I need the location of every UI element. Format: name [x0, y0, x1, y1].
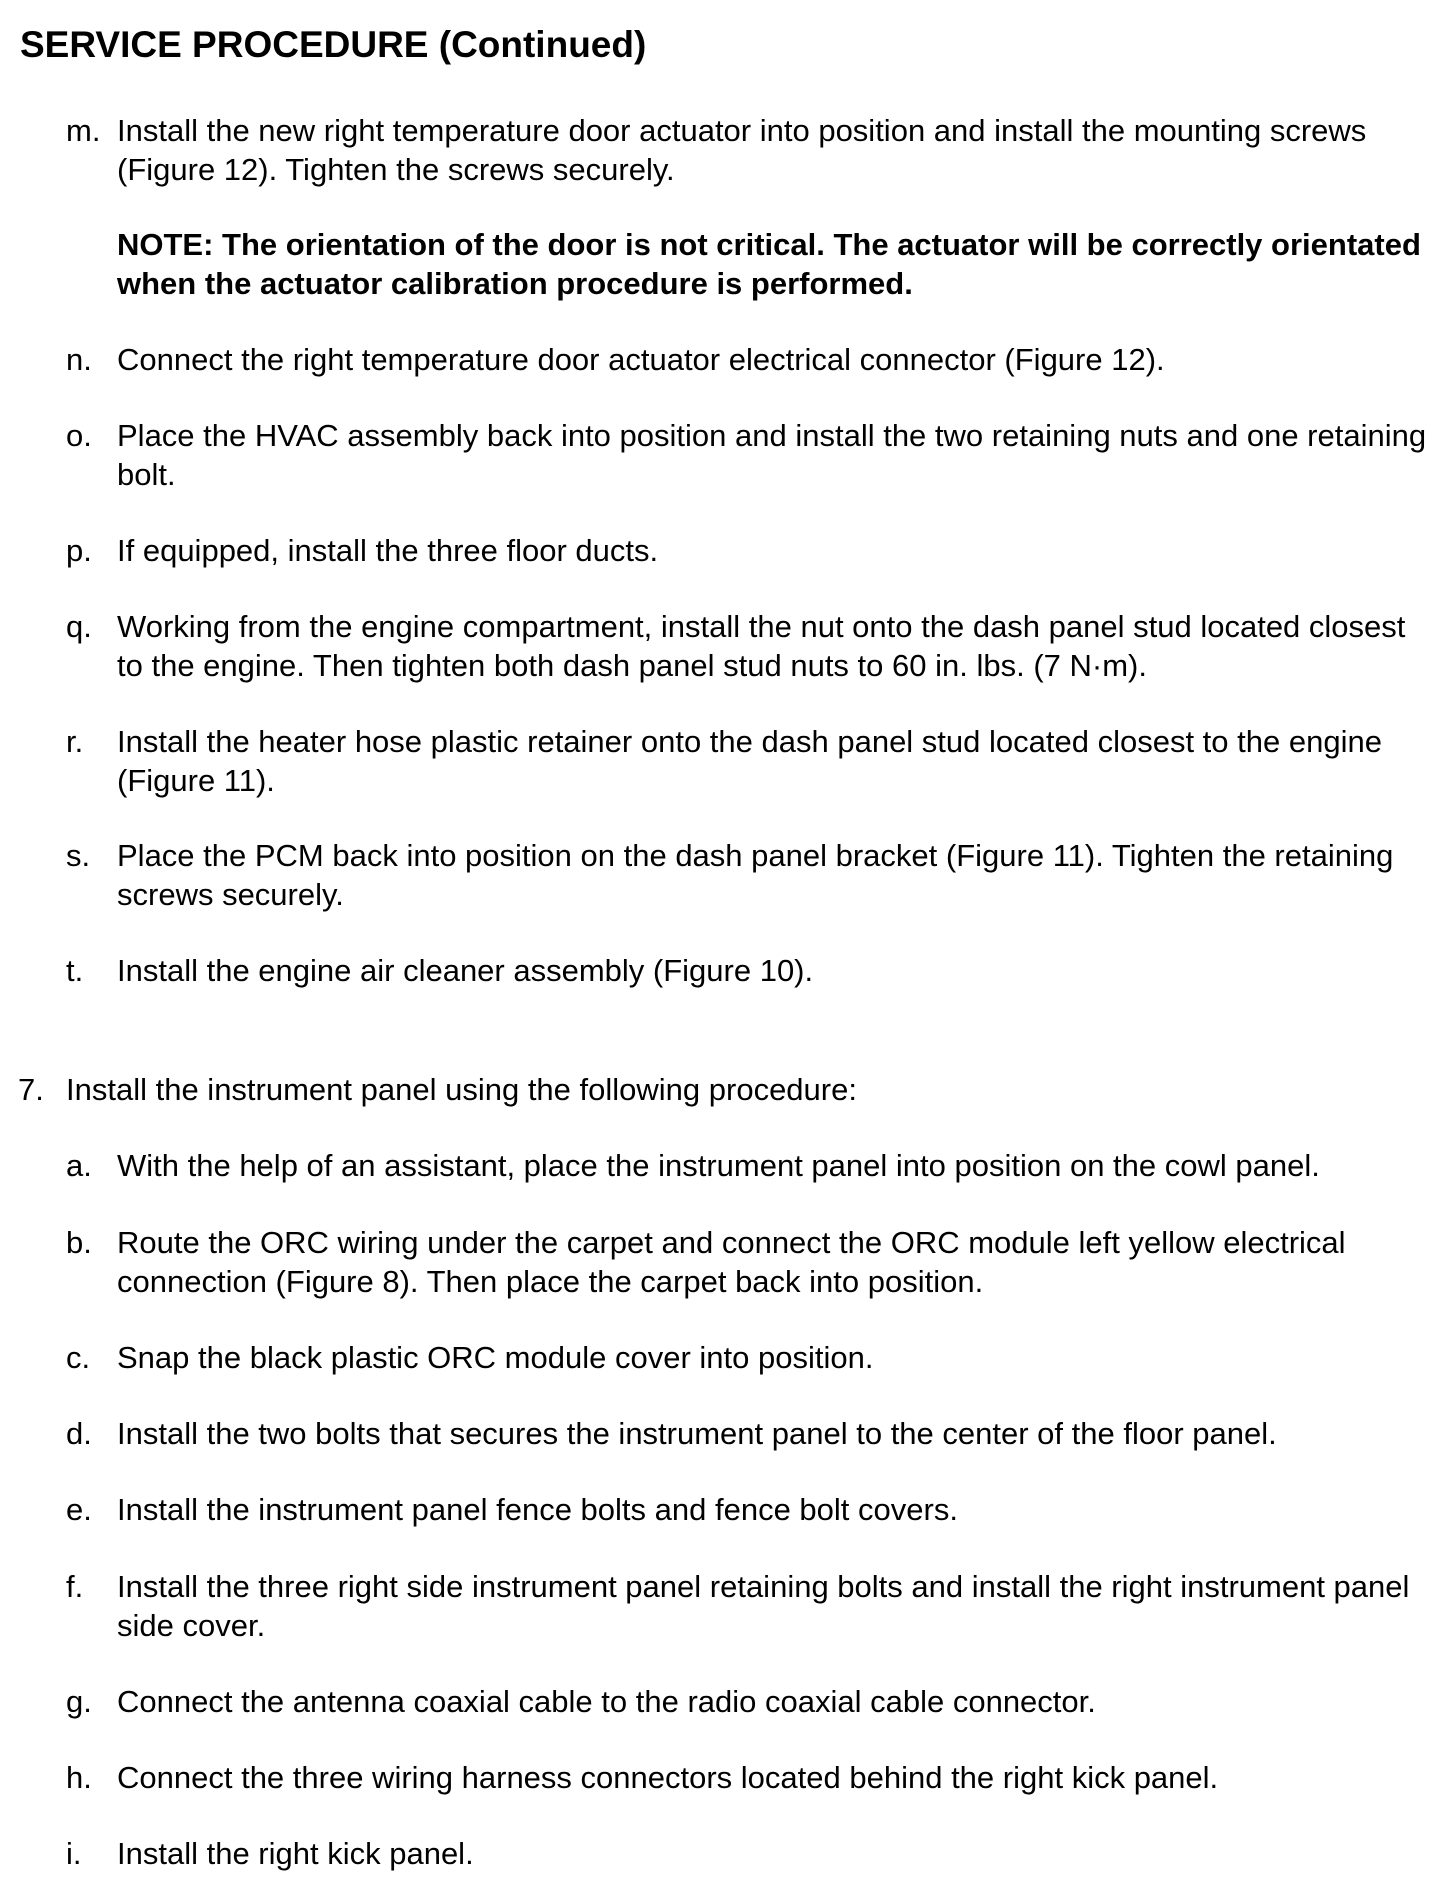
list-marker: o. — [66, 418, 92, 453]
list-item-text: Install the three right side instrument panel retaining bolts and install the right instrument panel side cover. — [117, 1569, 1410, 1643]
list-item-text: Place the HVAC assembly back into position and install the two retaining nuts and one retaining bolt. — [117, 418, 1427, 492]
list-marker: i. — [66, 1836, 82, 1871]
list-marker: n. — [66, 342, 92, 377]
list-marker: m. — [66, 113, 101, 148]
list-item-text: Connect the three wiring harness connectors located behind the right kick panel. — [117, 1760, 1219, 1795]
list-marker: r. — [66, 724, 84, 759]
list-item-text: With the help of an assistant, place the instrument panel into position on the cowl panel. — [117, 1148, 1320, 1183]
list-item-text: Install the engine air cleaner assembly (Figure 10). — [117, 953, 814, 988]
list-marker: t. — [66, 953, 84, 988]
list-item-text: Install the two bolts that secures the instrument panel to the center of the floor panel. — [117, 1416, 1277, 1451]
list-item-text: Install the right kick panel. — [117, 1836, 474, 1871]
main-step-text: Install the instrument panel using the following procedure: — [66, 1072, 857, 1107]
list-marker: f. — [66, 1569, 84, 1604]
list-item-text: If equipped, install the three floor ducts. — [117, 533, 659, 568]
list-item-text: Place the PCM back into position on the dash panel bracket (Figure 11). Tighten the retaining screws securely. — [117, 838, 1394, 912]
list-item-text: Working from the engine compartment, install the nut onto the dash panel stud located closest to the engine. Then tighten both dash panel stud nuts to 60 in. lbs. (7 N·m). — [117, 609, 1406, 683]
list-marker: c. — [66, 1340, 91, 1375]
list-item-text: Connect the antenna coaxial cable to the radio coaxial cable connector. — [117, 1684, 1096, 1719]
list-item-text: Route the ORC wiring under the carpet and connect the ORC module left yellow electrical connection (Figure 8). Then place the carpet back into position. — [117, 1225, 1346, 1299]
list-item-text: Install the instrument panel fence bolts and fence bolt covers. — [117, 1492, 958, 1527]
list-marker: q. — [66, 609, 92, 644]
main-step-marker: 7. — [18, 1072, 44, 1107]
list-marker: b. — [66, 1225, 92, 1260]
note-text: NOTE: The orientation of the door is not critical. The actuator will be correctly orientated when the actuator calibration procedure is performed. — [117, 227, 1421, 301]
list-marker: s. — [66, 838, 91, 873]
list-item-text: Connect the right temperature door actuator electrical connector (Figure 12). — [117, 342, 1165, 377]
list-marker: a. — [66, 1148, 92, 1183]
list-marker: g. — [66, 1684, 92, 1719]
page-title: SERVICE PROCEDURE (Continued) — [20, 24, 647, 65]
list-marker: d. — [66, 1416, 92, 1451]
list-marker: h. — [66, 1760, 92, 1795]
list-marker: e. — [66, 1492, 92, 1527]
list-item-text: Install the heater hose plastic retainer onto the dash panel stud located closest to the engine (Figure 11). — [117, 724, 1382, 798]
list-marker: p. — [66, 533, 92, 568]
list-item-text: Install the new right temperature door actuator into position and install the mounting screws (Figure 12). Tighten the screws securely. — [117, 113, 1367, 187]
list-item-text: Snap the black plastic ORC module cover into position. — [117, 1340, 874, 1375]
